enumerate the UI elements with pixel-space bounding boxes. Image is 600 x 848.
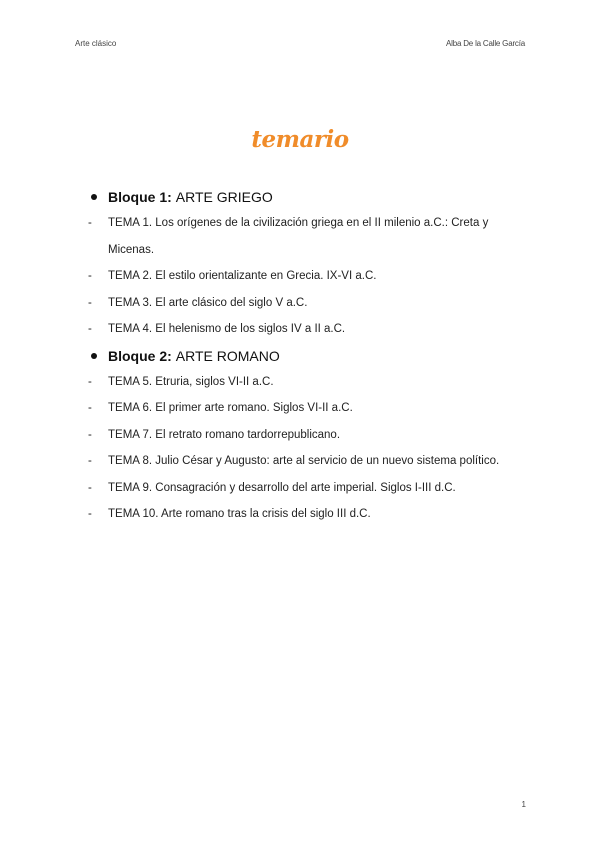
dash-marker: - (88, 217, 92, 229)
page-title: temario (251, 126, 349, 153)
bullet-icon (91, 194, 97, 200)
block-name: ARTE ROMANO (175, 347, 280, 364)
list-item (88, 210, 528, 263)
block-name: ARTE GRIEGO (175, 189, 273, 205)
list-item (88, 501, 528, 528)
topic-text: TEMA 2. El estilo orientalizante en Grecia. IX-VI a.C. (108, 270, 377, 282)
syllabus (88, 184, 528, 528)
block-heading-1 (88, 184, 528, 210)
dash-marker: - (88, 296, 92, 309)
list-item (88, 448, 528, 475)
list-item (88, 475, 528, 502)
page-number: 1 (521, 800, 526, 809)
block-heading-2 (88, 343, 528, 369)
dash-marker: - (88, 402, 92, 414)
dash-marker: - (88, 428, 92, 441)
dash-marker: - (88, 481, 92, 494)
topic-text: TEMA 4. El helenismo de los siglos IV a II a.C. (108, 323, 346, 335)
list-item (88, 290, 528, 317)
dash-marker: - (88, 508, 92, 520)
topic-text: TEMA 1. Los orígenes de la civilización griega en el II milenio a.C.: Creta y Micenas. (108, 217, 489, 256)
topic-text: TEMA 5. Etruria, siglos VI-II a.C. (108, 375, 274, 388)
block-label: Bloque 2: (108, 347, 172, 364)
list-item (88, 263, 528, 290)
header-course-title: Arte clásico (75, 39, 117, 48)
dash-marker: - (88, 323, 92, 335)
block-label: Bloque 1: (108, 189, 172, 205)
list-item (88, 422, 528, 449)
list-item (88, 395, 528, 422)
topic-text: TEMA 8. Julio César y Augusto: arte al servicio de un nuevo sistema político. (108, 455, 500, 467)
topic-text: TEMA 3. El arte clásico del siglo V a.C. (108, 296, 308, 309)
topic-text: TEMA 7. El retrato romano tardorrepublicano. (108, 428, 341, 441)
topic-text: TEMA 9. Consagración y desarrollo del arte imperial. Siglos I-III d.C. (108, 481, 456, 494)
topic-text: TEMA 10. Arte romano tras la crisis del siglo III d.C. (108, 508, 371, 520)
bullet-icon (91, 353, 97, 359)
list-item (88, 369, 528, 396)
dash-marker: - (88, 375, 92, 388)
header-author: Alba De la Calle García (446, 39, 525, 48)
dash-marker: - (88, 455, 92, 467)
list-item (88, 316, 528, 343)
topic-text: TEMA 6. El primer arte romano. Siglos VI-II a.C. (108, 402, 353, 414)
dash-marker: - (88, 270, 92, 282)
